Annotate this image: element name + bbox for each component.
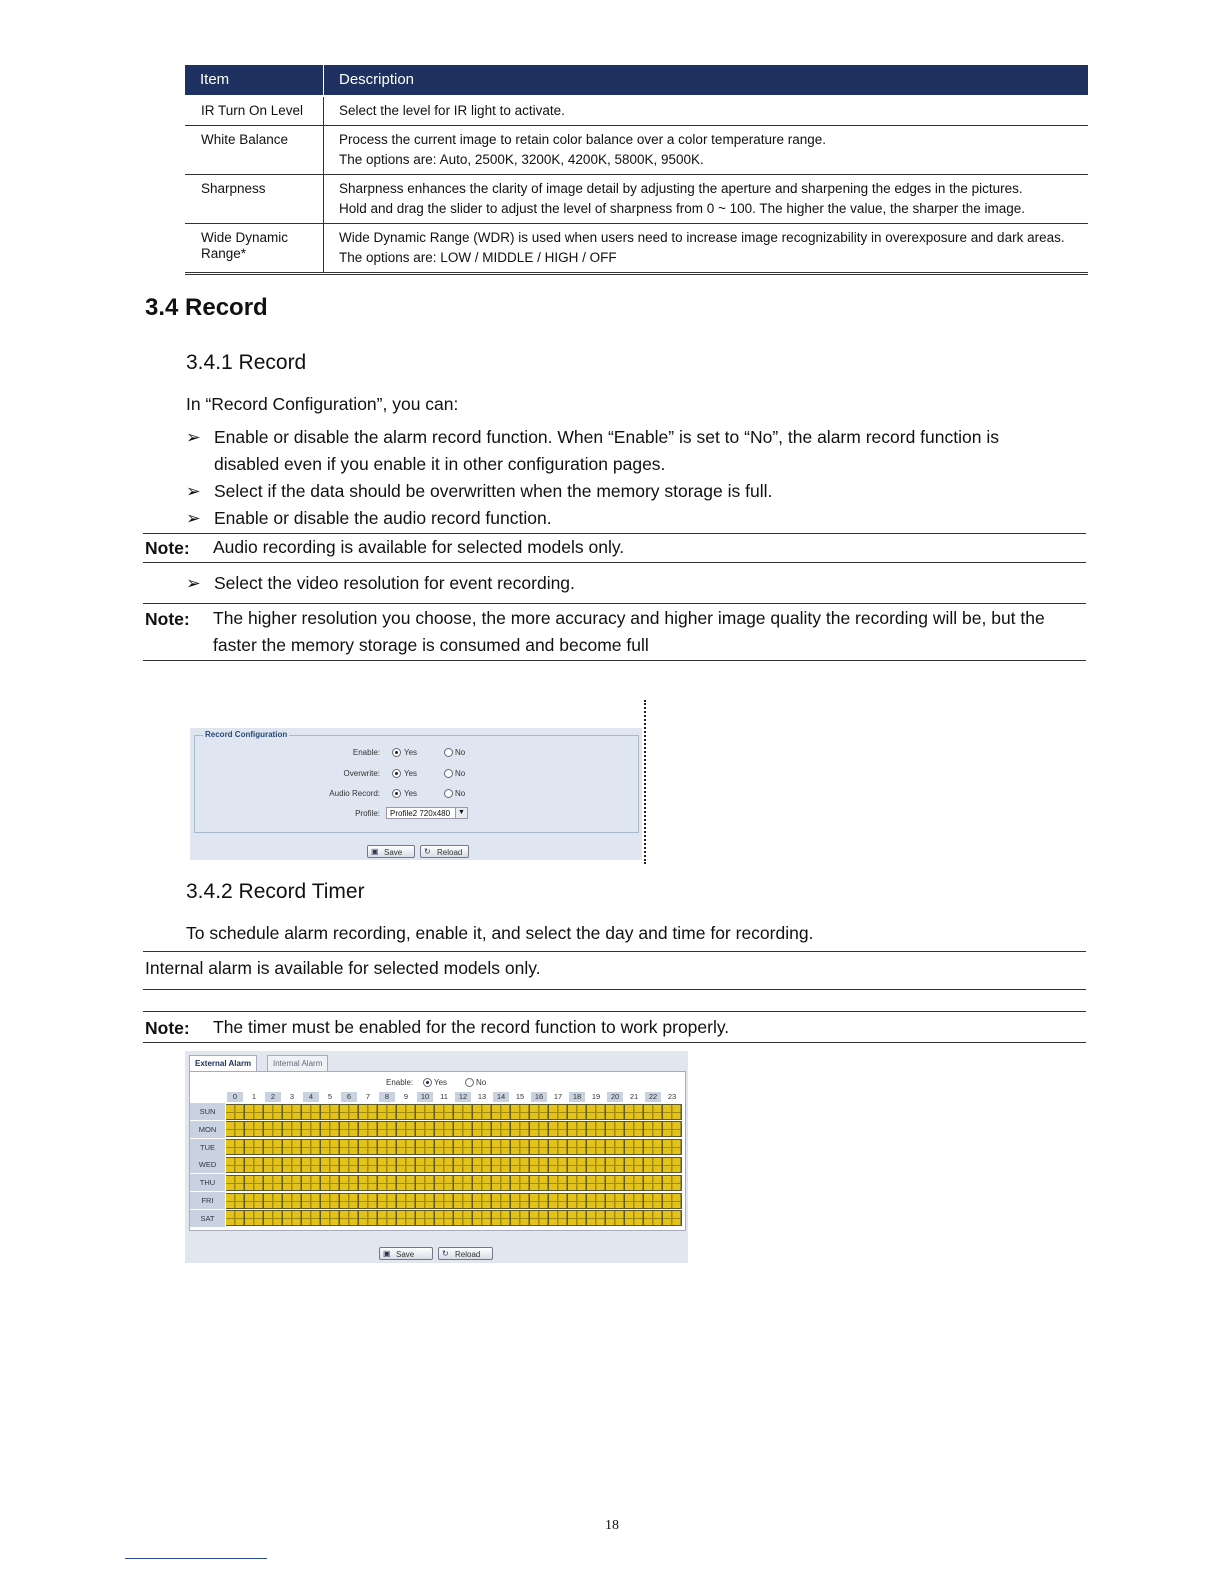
profile-label: Profile:: [355, 809, 380, 818]
schedule-day-row[interactable]: [226, 1121, 682, 1137]
footnote-separator: [125, 1558, 267, 1559]
arrow-bullet-icon: ➢: [186, 481, 201, 501]
hour-label[interactable]: 15: [515, 1092, 525, 1101]
bullet-text: Select the video resolution for event recording.: [214, 573, 575, 593]
hour-label[interactable]: 3: [289, 1092, 295, 1101]
day-label[interactable]: THU: [190, 1174, 225, 1191]
timer-reload-button[interactable]: [438, 1247, 493, 1260]
refresh-icon: ↻: [424, 847, 431, 856]
hour-label[interactable]: 14: [493, 1092, 509, 1102]
overwrite-yes-label: Yes: [404, 769, 418, 778]
arrow-bullet-icon: ➢: [186, 573, 201, 593]
refresh-icon: ↻: [442, 1249, 449, 1258]
table-cell-item: Sharpness: [185, 175, 324, 224]
desc-line: Wide Dynamic Range (WDR) is used when users need to increase image recognizability in overexposure and dark areas.: [339, 230, 1065, 245]
floppy-disk-icon: ▣: [383, 1249, 391, 1258]
table-cell-desc: [324, 224, 1089, 274]
note-label: Note:: [145, 609, 190, 629]
desc-line: Hold and drag the slider to adjust the level of sharpness from 0 ~ 100. The higher the value, the sharper the image.: [339, 201, 1026, 216]
overwrite-no-radio[interactable]: [444, 769, 453, 778]
enable-label: Enable:: [352, 748, 380, 757]
note-label: Note:: [145, 538, 190, 558]
divider: [143, 989, 1086, 990]
hour-label[interactable]: 0: [227, 1092, 243, 1102]
tab-internal-alarm[interactable]: Internal Alarm: [267, 1055, 328, 1072]
table-cell-item: IR Turn On Level: [185, 96, 324, 126]
table-row: [185, 175, 1088, 224]
table-header-item: Item: [185, 65, 324, 96]
timer-save-label: Save: [396, 1250, 415, 1259]
info-text: Internal alarm is available for selected models only.: [145, 958, 541, 978]
timer-enable-no-label: No: [476, 1078, 487, 1087]
table-row: [185, 96, 1088, 126]
hour-label[interactable]: 5: [327, 1092, 333, 1101]
note-text: [213, 605, 1045, 659]
fieldset-legend: Record Configuration: [205, 730, 288, 739]
desc-line: Select the level for IR light to activate.: [339, 103, 565, 118]
subsection-heading-record-timer: 3.4.2 Record Timer: [186, 880, 365, 903]
divider: [143, 562, 1086, 563]
hour-label[interactable]: 21: [629, 1092, 639, 1101]
table-row: [185, 126, 1088, 175]
hour-label[interactable]: 18: [569, 1092, 585, 1102]
description-table: [185, 65, 1088, 275]
chevron-down-icon[interactable]: ▼: [455, 808, 467, 818]
table-header-description: Description: [324, 65, 1089, 96]
divider: [143, 603, 1086, 604]
hour-label[interactable]: 1: [251, 1092, 257, 1101]
record-configuration-panel: [190, 728, 642, 860]
bullet-text: Select if the data should be overwritten when the memory storage is full.: [214, 481, 773, 501]
table-cell-desc: [324, 126, 1089, 175]
arrow-bullet-icon: ➢: [186, 427, 201, 447]
hour-label[interactable]: 12: [455, 1092, 471, 1102]
overwrite-yes-radio[interactable]: [392, 769, 401, 778]
profile-selected-value: Profile2 720x480: [390, 809, 451, 818]
note-text: Audio recording is available for selected models only.: [213, 537, 625, 557]
reload-button-label: Reload: [437, 848, 463, 857]
table-cell-desc: [324, 175, 1089, 224]
desc-line: The options are: Auto, 2500K, 3200K, 4200K, 5800K, 9500K.: [339, 152, 704, 167]
hour-label[interactable]: 7: [365, 1092, 371, 1101]
hour-label[interactable]: 10: [417, 1092, 433, 1102]
save-button-label: Save: [384, 848, 403, 857]
schedule-day-row[interactable]: [226, 1104, 682, 1120]
reload-button[interactable]: [420, 845, 469, 858]
timer-enable-label: Enable:: [386, 1078, 414, 1087]
hour-label[interactable]: 11: [440, 1092, 448, 1101]
schedule-day-row[interactable]: [226, 1210, 682, 1226]
tab-external-alarm[interactable]: External Alarm: [189, 1055, 257, 1072]
audio-record-no-radio[interactable]: [444, 789, 453, 798]
timer-reload-label: Reload: [455, 1250, 481, 1259]
hour-label[interactable]: 22: [645, 1092, 661, 1102]
day-label[interactable]: WED: [190, 1156, 225, 1173]
hour-label[interactable]: 16: [531, 1092, 547, 1102]
day-label[interactable]: SUN: [190, 1103, 225, 1120]
bullet-text: disabled even if you enable it in other configuration pages.: [214, 454, 666, 474]
desc-line: Process the current image to retain color balance over a color temperature range.: [339, 132, 827, 147]
hour-label[interactable]: 9: [403, 1092, 409, 1101]
day-label[interactable]: MON: [190, 1121, 225, 1138]
day-label[interactable]: FRI: [190, 1192, 225, 1209]
hour-label[interactable]: 2: [265, 1092, 281, 1102]
hour-label[interactable]: 17: [553, 1092, 563, 1101]
divider: [143, 951, 1086, 952]
record-timer-intro: To schedule alarm recording, enable it, and select the day and time for recording.: [186, 923, 814, 943]
desc-line: The options are: LOW / MIDDLE / HIGH / OFF: [339, 250, 617, 265]
day-label[interactable]: TUE: [190, 1139, 225, 1156]
note-line: The higher resolution you choose, the more accuracy and higher image quality the recording will be, but the: [213, 608, 1045, 628]
enable-yes-radio[interactable]: [392, 748, 401, 757]
section-heading: 3.4 Record: [145, 294, 268, 321]
schedule-day-row[interactable]: [226, 1157, 682, 1173]
subsection-heading-record: 3.4.1 Record: [186, 351, 307, 374]
record-timer-panel: [185, 1051, 688, 1263]
overwrite-label: Overwrite:: [343, 769, 380, 778]
overwrite-no-label: No: [455, 769, 466, 778]
hour-label[interactable]: 4: [303, 1092, 319, 1102]
hour-label[interactable]: 20: [607, 1092, 623, 1102]
hour-label[interactable]: 6: [341, 1092, 357, 1102]
profile-select[interactable]: [386, 807, 468, 819]
enable-no-label: No: [455, 748, 466, 757]
timer-save-button[interactable]: [379, 1247, 433, 1260]
table-cell-item: White Balance: [185, 126, 324, 175]
note-line: faster the memory storage is consumed and become full: [213, 635, 649, 655]
audio-record-yes-radio[interactable]: [392, 789, 401, 798]
divider: [143, 1042, 1086, 1043]
record-intro: In “Record Configuration”, you can:: [186, 394, 459, 414]
note-label: Note:: [145, 1018, 190, 1038]
table-cell-desc: [324, 96, 1089, 126]
floppy-disk-icon: ▣: [371, 847, 379, 856]
bullet-text: Enable or disable the alarm record function. When “Enable” is set to “No”, the alarm record function is: [214, 427, 999, 447]
audio-record-yes-label: Yes: [404, 789, 418, 798]
enable-no-radio[interactable]: [444, 748, 453, 757]
audio-record-no-label: No: [455, 789, 466, 798]
bullet-text: Enable or disable the audio record function.: [214, 508, 552, 528]
table-row: [185, 224, 1088, 274]
enable-yes-label: Yes: [404, 748, 418, 757]
hour-label[interactable]: 23: [667, 1092, 677, 1101]
divider: [143, 660, 1086, 661]
table-cell-item: Wide Dynamic Range*: [185, 224, 324, 274]
hour-label[interactable]: 13: [477, 1092, 487, 1101]
schedule-day-row[interactable]: [226, 1193, 682, 1209]
note-text: The timer must be enabled for the record function to work properly.: [213, 1017, 730, 1037]
timer-enable-yes-label: Yes: [434, 1078, 448, 1087]
audio-record-label: Audio Record:: [329, 789, 380, 798]
schedule-day-row[interactable]: [226, 1175, 682, 1191]
table-header-row: [185, 65, 1088, 96]
timer-enable-no-radio[interactable]: [465, 1078, 474, 1087]
save-button[interactable]: [367, 845, 415, 858]
screenshot-edge-divider: [644, 700, 646, 864]
arrow-bullet-icon: ➢: [186, 508, 201, 528]
hour-label[interactable]: 19: [591, 1092, 601, 1101]
schedule-day-row[interactable]: [226, 1139, 682, 1155]
page-number: 18: [605, 1518, 619, 1533]
hour-label[interactable]: 8: [379, 1092, 395, 1102]
day-label[interactable]: SAT: [190, 1210, 225, 1227]
desc-line: Sharpness enhances the clarity of image detail by adjusting the aperture and sharpening the edges in the pictures.: [339, 181, 1023, 196]
timer-enable-yes-radio[interactable]: [423, 1078, 432, 1087]
divider: [143, 1011, 1086, 1012]
